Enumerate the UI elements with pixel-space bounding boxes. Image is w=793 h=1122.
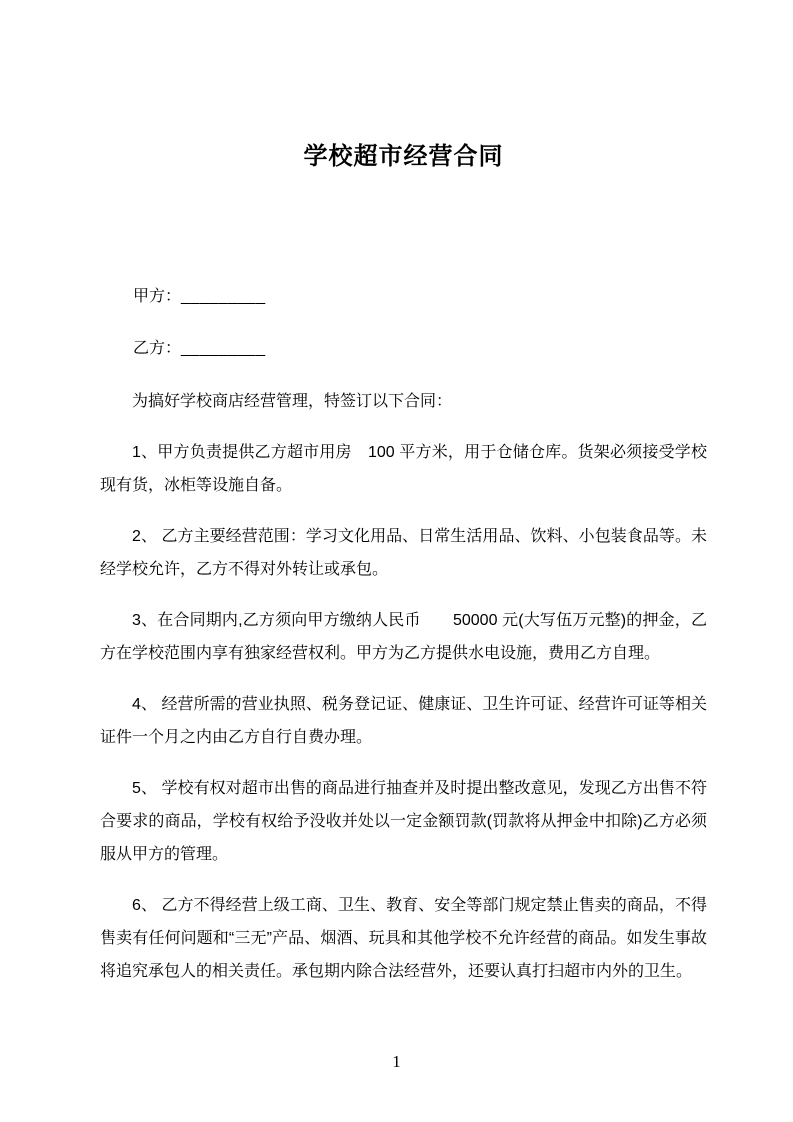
clause-4-paragraph: 4、 经营所需的营业执照、税务登记证、健康证、卫生许可证、经营许可证等相关证件一个月之内由乙方自行自费办理。 [100, 696, 707, 746]
party-a-blank: _________ [181, 288, 266, 305]
contract-body [100, 0, 707, 988]
clause-1-paragraph: 1、甲方负责提供乙方超市用房 100 平方米，用于仓储仓库。货架必须接受学校现有货，冰柜等设施自备。 [100, 444, 707, 494]
party-b-line [100, 332, 707, 365]
party-b-blank: _________ [181, 340, 266, 357]
page-number: 1 [392, 1052, 401, 1071]
party-a-label: 甲方： [133, 288, 182, 305]
clause-3-paragraph: 3、在合同期内,乙方须向甲方缴纳人民币 50000 元(大写伍万元整)的押金，乙方在学校范围内享有独家经营权利。甲方为乙方提供水电设施，费用乙方自理。 [100, 612, 707, 662]
document-title: 学校超市经营合同 [303, 143, 504, 170]
clause-6-paragraph: 6、 乙方不得经营上级工商、卫生、教育、安全等部门规定禁止售卖的商品，不得售卖有任何问题和“三无”产品、烟酒、玩具和其他学校不允许经营的商品。如发生事故将追究承包人的相关责任。承包期内除合法经营外，还要认真打扫超市内外的卫生。 [100, 897, 707, 980]
intro-paragraph: 为搞好学校商店经营管理，特签订以下合同： [132, 393, 453, 410]
clause-2-paragraph: 2、 乙方主要经营范围：学习文化用品、日常生活用品、饮料、小包装食品等。未经学校允许，乙方不得对外转让或承包。 [100, 528, 707, 578]
party-b-label: 乙方： [133, 340, 182, 357]
party-a-line [100, 280, 707, 313]
clause-5-paragraph: 5、 学校有权对超市出售的商品进行抽查并及时提出整改意见，发现乙方出售不符合要求的商品，学校有权给予没收并处以一定金额罚款(罚款将从押金中扣除)乙方必须服从甲方的管理。 [100, 780, 707, 863]
